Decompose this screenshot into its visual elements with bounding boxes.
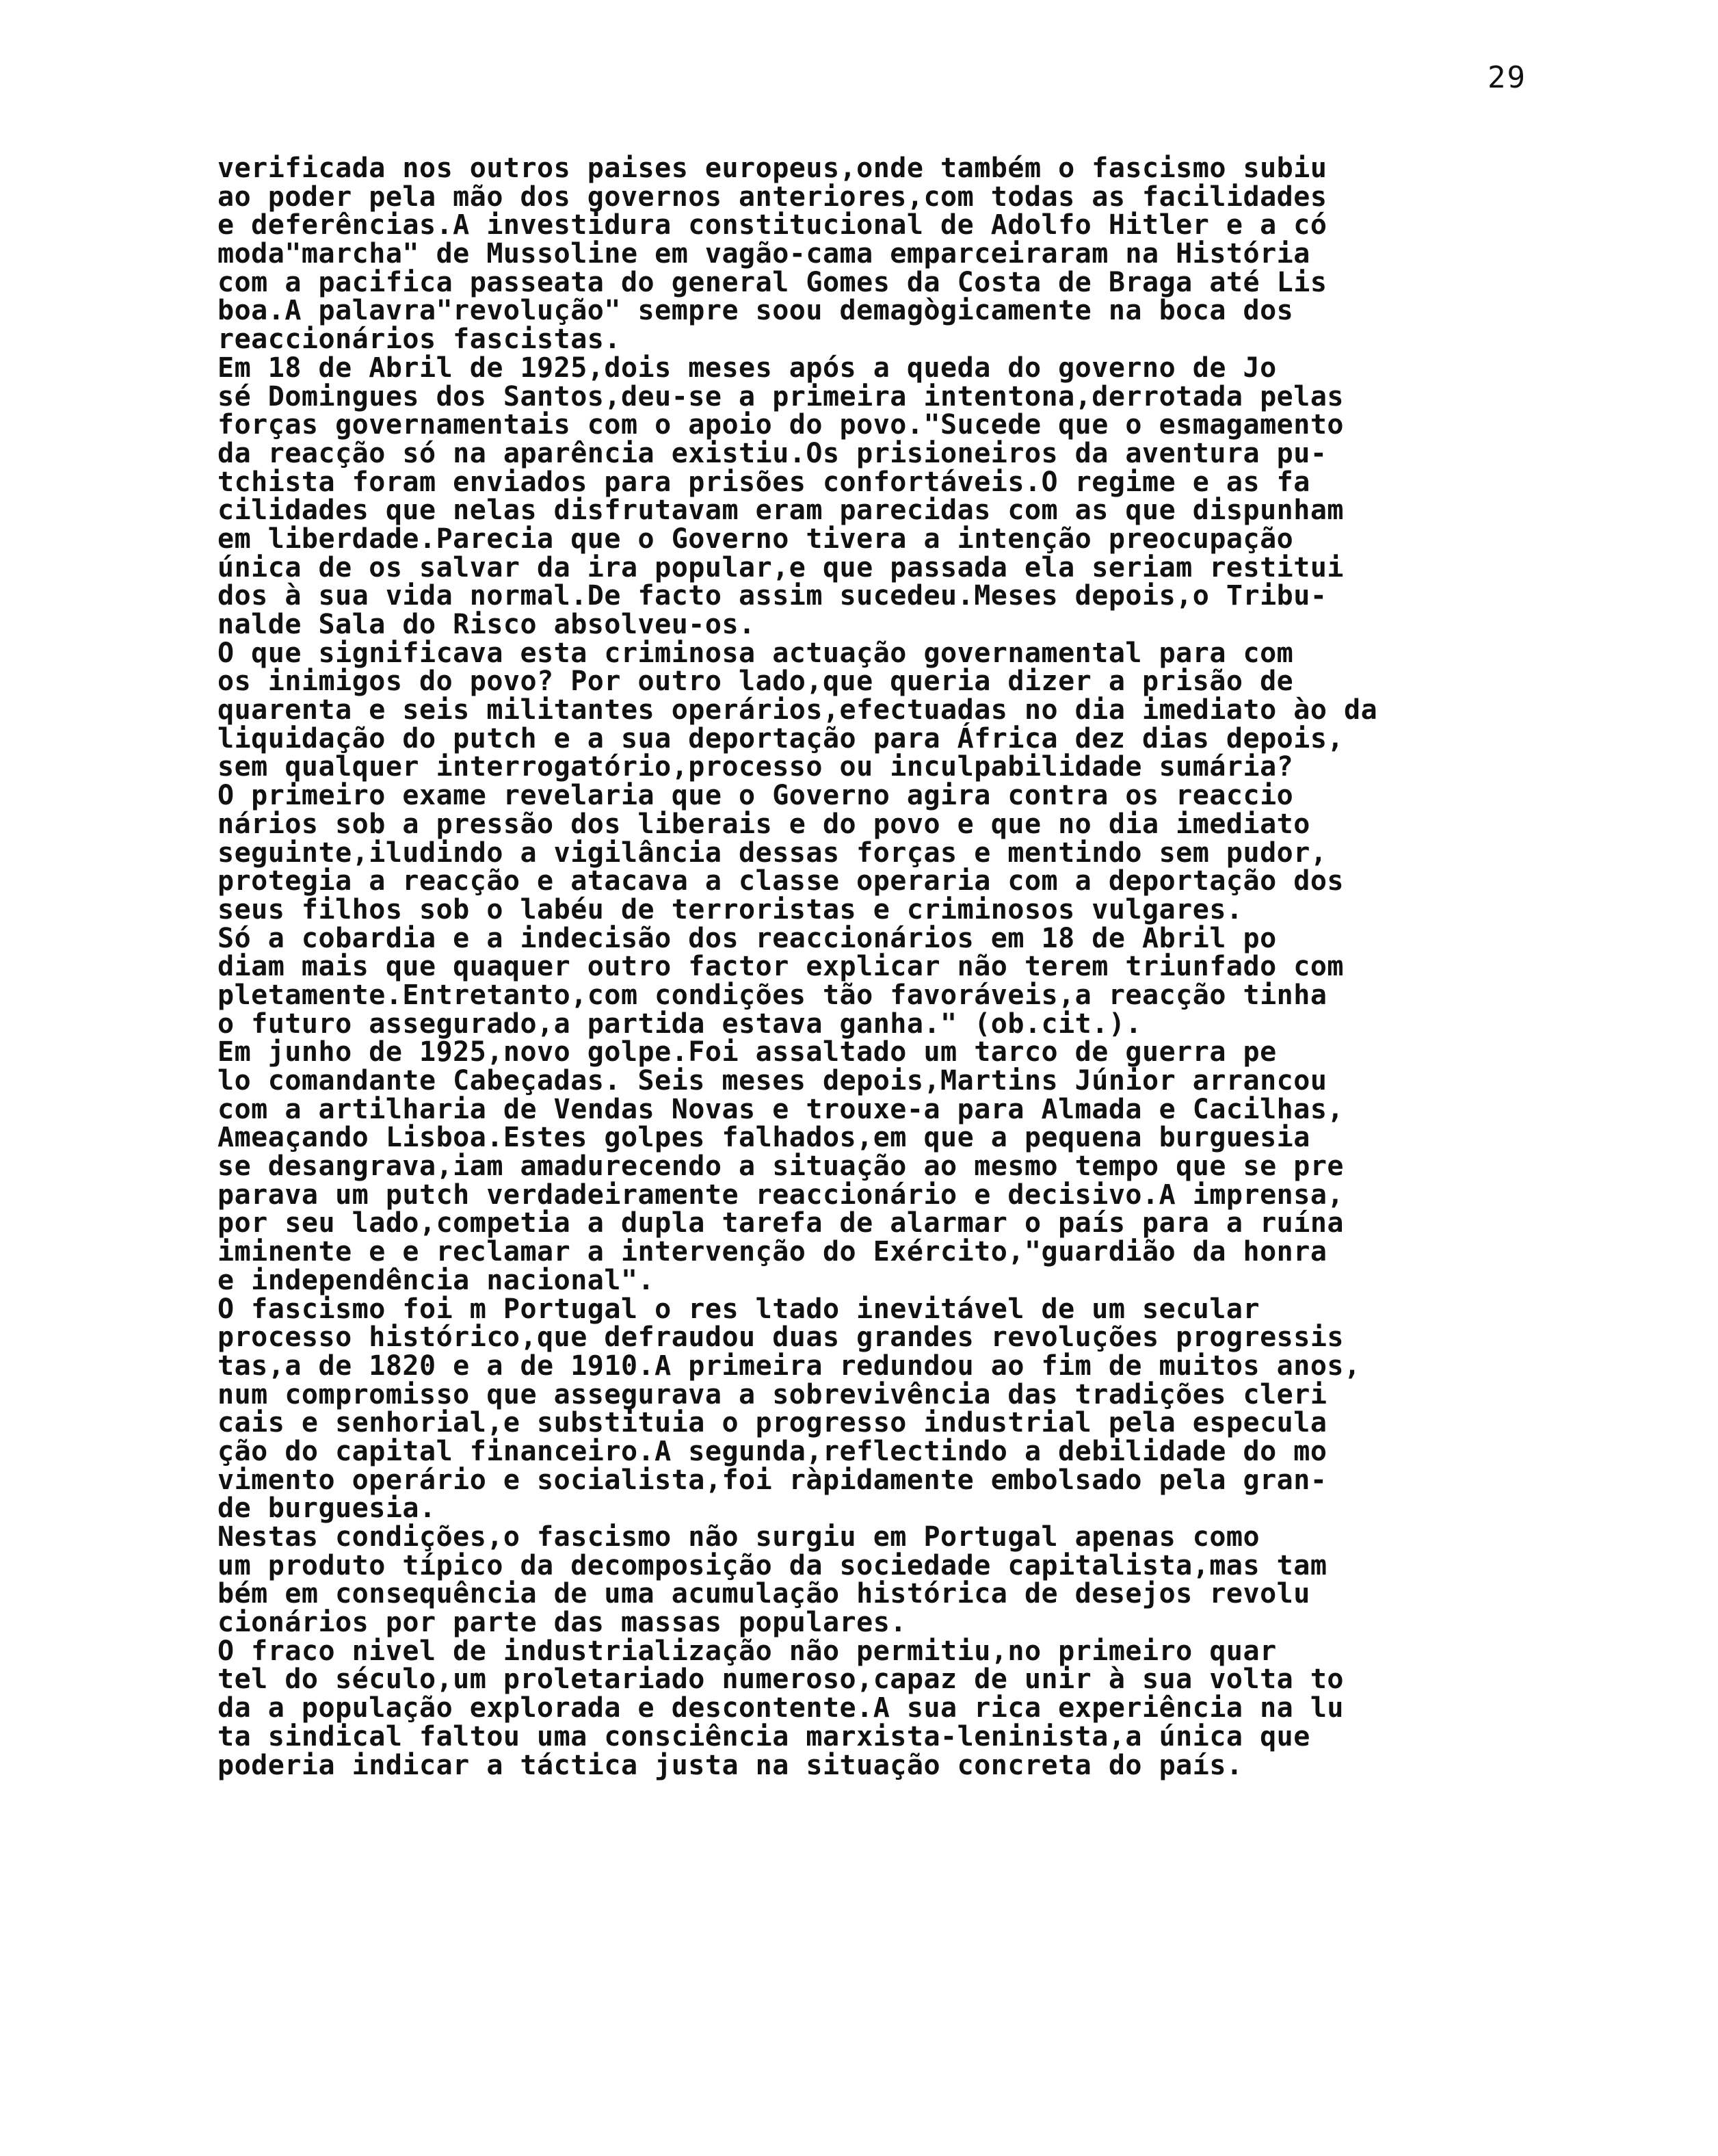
text-line: em liberdade.Parecia que o Governo tivera a intenção preocupação (217, 523, 1294, 555)
text-line: diam mais que quaquer outro factor explicar não terem triunfado com (217, 951, 1344, 983)
text-line: nários sob a pressão dos liberais e do povo e que no dia imediato (217, 808, 1310, 840)
text-line: Ameaçando Lisboa.Estes golpes falhados,em que a pequena burguesia (217, 1122, 1310, 1154)
text-line: forças governamentais com o apoio do povo."Sucede que o esmagamento (217, 409, 1344, 441)
text-line: tchista foram enviados para prisões confortáveis.O regime e as fa (217, 466, 1310, 498)
text-line: sem qualquer interrogatório,processo ou inculpabilidade sumária? (217, 751, 1294, 783)
text-line: parava um putch verdadeiramente reaccionário e decisivo.A imprensa, (217, 1179, 1344, 1211)
text-line: boa.A palavra"revolução" sempre soou demagògicamente na boca dos (217, 295, 1294, 327)
text-line: os inimigos do povo? Por outro lado,que queria dizer a prisão de (217, 666, 1294, 698)
page-number: 29 (1488, 60, 1527, 95)
text-line: pletamente.Entretanto,com condições tão favoráveis,a reacção tinha (217, 979, 1327, 1011)
text-line: cionários por parte das massas populares. (217, 1607, 907, 1639)
text-line: O primeiro exame revelaria que o Governo agira contra os reaccio (217, 780, 1294, 812)
text-line: vimento operário e socialista,foi ràpidamente embolsado pela gran- (217, 1464, 1327, 1496)
text-line: sé Domingues dos Santos,deu-se a primeira intentona,derrotada pelas (217, 380, 1344, 412)
text-line: O fascismo foi m Portugal o res ltado inevitável de um secular (217, 1293, 1260, 1325)
text-line: num compromisso que assegurava a sobrevivência das tradições cleri (217, 1378, 1327, 1410)
text-line: lo comandante Cabeçadas. Seis meses depois,Martins Júnior arrancou (217, 1065, 1327, 1096)
text-line: Nestas condições,o fascismo não surgiu em Portugal apenas como (217, 1521, 1260, 1553)
text-line: iminente e e reclamar a intervenção do Exército,"guardião da honra (217, 1236, 1327, 1268)
text-line: moda"marcha" de Mussoline em vagão-cama emparceiraram na História (217, 238, 1310, 270)
text-line: ao poder pela mão dos governos anteriores,com todas as facilidades (217, 181, 1327, 213)
text-line: Só a cobardia e a indecisão dos reaccionários em 18 de Abril po (217, 922, 1277, 954)
text-line: Em 18 de Abril de 1925,dois meses após a queda do governo de Jo (217, 352, 1277, 384)
text-line: poderia indicar a táctica justa na situação concreta do país. (217, 1749, 1243, 1781)
text-line: Em junho de 1925,novo golpe.Foi assaltado um tarco de guerra pe (217, 1036, 1277, 1068)
text-line: nalde Sala do Risco absolveu-os. (217, 609, 756, 640)
text-line: cilidades que nelas disfrutavam eram parecidas com as que dispunham (217, 495, 1344, 527)
text-line: reaccionários fascistas. (217, 324, 621, 356)
text-line: liquidação do putch e a sua deportação para África dez dias depois, (217, 722, 1344, 754)
text-line: tas,a de 1820 e a de 1910.A primeira redundou ao fim de muitos anos, (217, 1350, 1361, 1382)
text-line: da reacção só na aparência existiu.Os prisioneiros da aventura pu- (217, 437, 1327, 469)
text-line: única de os salvar da ira popular,e que passada ela seriam restitui (217, 551, 1344, 583)
text-line: O que significava esta criminosa actuação governamental para com (217, 637, 1294, 669)
text-line: um produto típico da decomposição da sociedade capitalista,mas tam (217, 1549, 1327, 1581)
text-line: seus filhos sob o labéu de terroristas e criminosos vulgares. (217, 893, 1243, 925)
text-line: da a população explorada e descontente.A sua rica experiência na lu (217, 1692, 1344, 1724)
text-line: bém em consequência de uma acumulação histórica de desejos revolu (217, 1578, 1310, 1610)
text-line: ta sindical faltou uma consciência marxista-leninista,a única que (217, 1720, 1310, 1752)
text-line: tel do século,um proletariado numeroso,capaz de unir à sua volta to (217, 1664, 1344, 1696)
text-line: O fraco nivel de industrialização não permitiu,no primeiro quar (217, 1635, 1277, 1667)
text-line: verificada nos outros paises europeus,onde também o fascismo subiu (217, 153, 1327, 184)
text-line: quarenta e seis militantes operários,efectuadas no dia imediato ào da (217, 694, 1378, 726)
text-line: o futuro assegurado,a partida estava ganha." (ob.cit.). (217, 1008, 1143, 1040)
text-line: seguinte,iludindo a vigilância dessas forças e mentindo sem pudor, (217, 837, 1327, 869)
text-line: processo histórico,que defraudou duas grandes revoluções progressis (217, 1322, 1344, 1354)
text-line: se desangrava,iam amadurecendo a situação ao mesmo tempo que se pre (217, 1151, 1344, 1183)
text-line: com a artilharia de Vendas Novas e trouxe-a para Almada e Cacilhas, (217, 1093, 1344, 1125)
text-line: e independência nacional". (217, 1264, 655, 1296)
body-text (217, 155, 1602, 1780)
text-line: protegia a reacção e atacava a classe operaria com a deportação dos (217, 865, 1344, 897)
text-line: ção do capital financeiro.A segunda,reflectindo a debilidade do mo (217, 1435, 1327, 1467)
text-line: dos à sua vida normal.De facto assim sucedeu.Meses depois,o Tribu- (217, 580, 1327, 612)
text-line: e deferências.A investidura constitucional de Adolfo Hitler e a có (217, 209, 1327, 241)
text-line: de burguesia. (217, 1493, 436, 1525)
text-line: cais e senhorial,e substituia o progresso industrial pela especula (217, 1407, 1327, 1439)
text-line: com a pacifica passeata do general Gomes da Costa de Braga até Lis (217, 266, 1327, 298)
text-line: por seu lado,competia a dupla tarefa de alarmar o país para a ruína (217, 1207, 1344, 1239)
